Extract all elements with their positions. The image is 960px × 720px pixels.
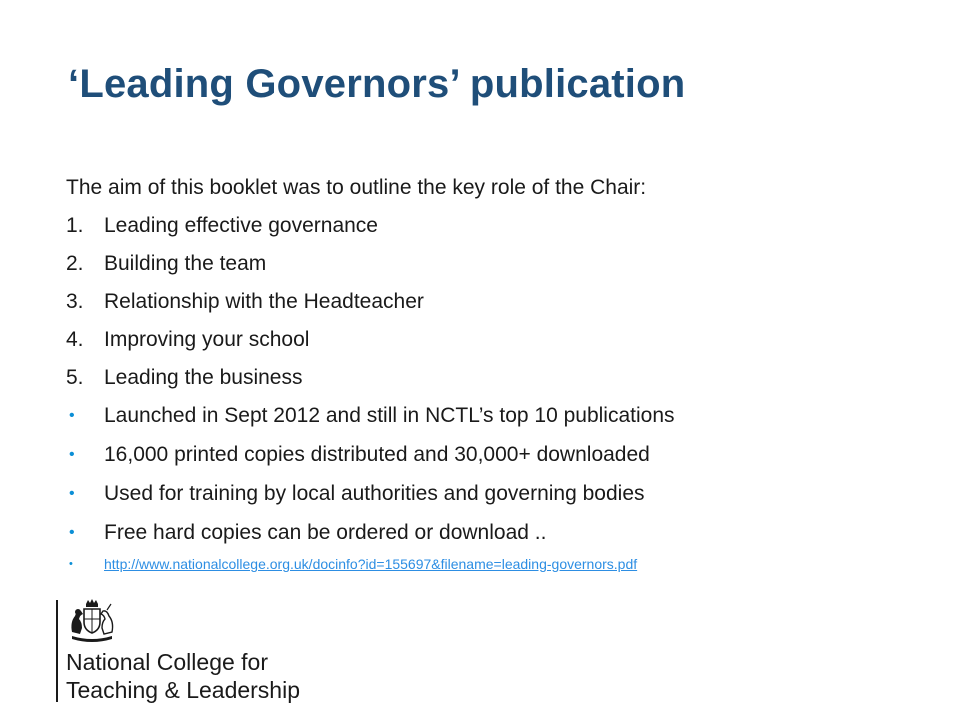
- slide-title: ‘Leading Governors’ publication: [68, 62, 686, 106]
- list-item-text: Relationship with the Headteacher: [104, 290, 424, 313]
- logo-line-2: Teaching & Leadership: [66, 677, 300, 703]
- bullet-text: 16,000 printed copies distributed and 30,000+ downloaded: [104, 443, 650, 466]
- list-number: 5.: [66, 366, 84, 389]
- list-number: 4.: [66, 328, 84, 351]
- numbered-item: [66, 213, 946, 239]
- list-item-text: Improving your school: [104, 328, 310, 351]
- numbered-item: [66, 365, 946, 391]
- list-number: 2.: [66, 252, 84, 275]
- numbered-item: [66, 289, 946, 315]
- list-item-text: Building the team: [104, 252, 267, 275]
- bullet-item: [66, 520, 946, 546]
- numbered-item: [66, 327, 946, 353]
- bullet-icon: •: [69, 524, 75, 541]
- logo-text: [66, 648, 300, 704]
- list-number: 3.: [66, 290, 84, 313]
- bullet-item: [66, 403, 946, 429]
- slide-content: [66, 175, 946, 573]
- logo-divider: [56, 600, 58, 702]
- link-item: [66, 555, 946, 573]
- list-number: 1.: [66, 214, 84, 237]
- royal-crest-icon: [66, 598, 118, 644]
- intro-text: The aim of this booklet was to outline the key role of the Chair:: [66, 176, 647, 199]
- bullet-icon: •: [69, 407, 75, 424]
- bullet-item: [66, 481, 946, 507]
- nctl-logo: [56, 598, 356, 708]
- bullet-text: Launched in Sept 2012 and still in NCTL’s top 10 publications: [104, 404, 675, 427]
- bullet-icon: •: [69, 446, 75, 463]
- bullet-text: Used for training by local authorities and governing bodies: [104, 482, 645, 505]
- list-item-text: Leading effective governance: [104, 214, 378, 237]
- numbered-item: [66, 251, 946, 277]
- list-item-text: Leading the business: [104, 366, 303, 389]
- bullet-text: Free hard copies can be ordered or download ..: [104, 521, 547, 544]
- logo-line-1: National College for: [66, 649, 269, 675]
- publication-link[interactable]: http://www.nationalcollege.org.uk/docinfo?id=155697&filename=leading-governors.pdf: [104, 556, 638, 572]
- bullet-icon: •: [69, 485, 75, 502]
- bullet-item: [66, 442, 946, 468]
- bullet-icon: •: [69, 558, 73, 570]
